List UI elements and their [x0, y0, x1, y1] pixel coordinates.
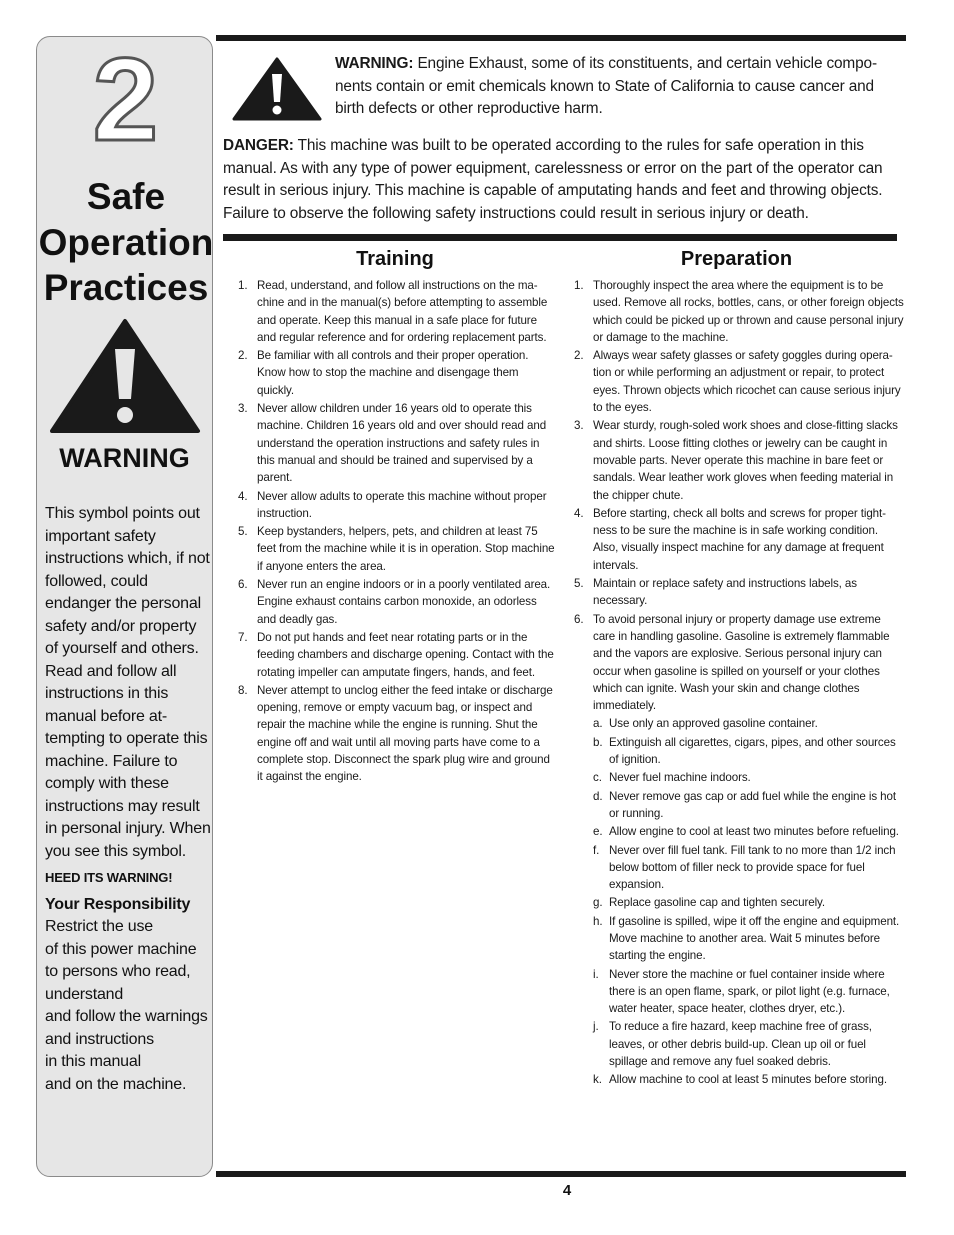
preparation-item-number: 3.	[574, 419, 584, 433]
gasoline-subitem-number: k.	[593, 1073, 602, 1087]
warning-heading: WARNING	[59, 443, 190, 473]
gasoline-subitem	[568, 842, 905, 894]
training-item-text: Never allow children under 16 years old to operate this machine. Children 16 years old and over should read and understand the operation instructions and safety rules in this manual and should be trained and supervised by a parent.	[257, 402, 547, 485]
preparation-heading: Preparation	[680, 248, 793, 270]
training-item-number: 5.	[238, 525, 248, 539]
preparation-item-text: Always wear safety glasses or safety goggles during operation or while performing an adjustment or repair, to protect eyes. Thrown objects which ricochet can cause serious injury to the eyes.	[593, 349, 901, 415]
chapter-title	[33, 174, 219, 311]
gasoline-subitem-text: Extinguish all cigarettes, cigars, pipes, and other sources of ignition.	[609, 735, 896, 767]
gasoline-subitem-number: j.	[593, 1020, 599, 1034]
preparation-item	[568, 417, 905, 503]
preparation-item	[568, 347, 905, 416]
gasoline-subitem-text: Replace gasoline cap and tighten securely.	[609, 896, 826, 910]
training-heading: Training	[356, 248, 434, 270]
training-item-text: Be familiar with all controls and their proper operation. Know how to stop the machine and disengage them quickly.	[257, 349, 529, 397]
heed-warning-text: HEED ITS WARNING!	[45, 870, 173, 885]
gasoline-subitem-number: g.	[593, 896, 603, 910]
preparation-item-number: 5.	[574, 577, 584, 591]
training-item-text: Do not put hands and feet near rotating parts or in the feeding chambers and discharge opening. Contact with the rotating impeller can amputate fingers, hands, and feet.	[257, 630, 554, 679]
training-item-number: 3.	[238, 402, 248, 416]
preparation-item-text: Thoroughly inspect the area where the equipment is to be used. Remove all rocks, bottles, cans, or other foreign objects which could be picked up or thrown and cause personal injury or damage to the machine.	[593, 279, 904, 344]
warning-triangle-icon	[231, 56, 323, 122]
gasoline-subitem-text: Use only an approved gasoline container.	[609, 717, 818, 731]
danger-label: DANGER:	[223, 137, 294, 154]
preparation-section	[568, 248, 905, 1090]
training-item-text: Keep bystanders, helpers, pets, and children at least 75 feet from the machine while it is in operation. Stop machine if anyone enters the area.	[257, 525, 555, 573]
training-item	[232, 629, 558, 681]
training-item-text: Never allow adults to operate this machine without proper instruction.	[257, 489, 547, 520]
chapter-number: 2	[92, 34, 157, 166]
gasoline-subitem-number: b.	[593, 735, 603, 749]
preparation-item	[568, 611, 905, 715]
gasoline-subitem	[568, 1018, 905, 1070]
training-item-number: 1.	[238, 279, 248, 292]
top-rule	[216, 35, 906, 41]
gasoline-subitem-number: e.	[593, 825, 603, 839]
gasoline-subitem-text: Allow engine to cool at least two minutes before refueling.	[609, 825, 899, 839]
chapter-title-line: Practices	[43, 267, 209, 308]
preparation-item-text: Before starting, check all bolts and screws for proper tightness to be sure the machine is in safe working condition. Also, visually inspect machine for any damage at frequent intervals.	[593, 506, 887, 572]
gasoline-subitem	[568, 788, 905, 823]
gasoline-subitem	[568, 913, 905, 965]
training-item	[232, 682, 558, 786]
page-number: 4	[562, 1182, 572, 1199]
training-item-text: Read, understand, and follow all instructions on the machine and in the manual(s) before attempting to assemble and operate. Keep this manual in a safe place for future and regular reference and for ordering replacement parts.	[257, 279, 548, 344]
gasoline-subitem-number: d.	[593, 789, 603, 803]
california-warning-notice	[335, 53, 895, 121]
preparation-item	[568, 505, 905, 574]
gasoline-subitem-number: c.	[593, 771, 602, 785]
symbol-explanation-text: This symbol points out important safety instructions which, if not followed, could endanger the personal safety and/or property of yourself and others. Read and follow all instructions in this manual before attempting to operate this machine. Failure to comply with these instructions may result in personal injury. When you see this symbol.	[45, 505, 211, 860]
gasoline-subitem-number: f.	[593, 843, 600, 857]
chapter-title-line: Operation	[38, 221, 214, 263]
training-section	[232, 248, 558, 787]
preparation-item-number: 4.	[574, 506, 584, 520]
gasoline-subitem	[568, 966, 905, 1018]
preparation-item-number: 2.	[574, 349, 584, 363]
training-item	[232, 488, 558, 523]
gasoline-subitem	[568, 1071, 905, 1088]
preparation-item-text: To avoid personal injury or property damage use extreme care in handling gasoline. Gasoline is extremely flammable and the vapors are explosive. Serious personal injury can occur when gasoline is spilled on yourself or your clothes which can ignite. Wash your skin and change clothes immediately.	[593, 612, 890, 713]
gasoline-subitem-number: a.	[593, 717, 603, 731]
preparation-list	[568, 277, 905, 714]
gasoline-subitem-number: h.	[593, 914, 603, 928]
preparation-item-text: Maintain or replace safety and instructions labels, as necessary.	[593, 577, 857, 608]
responsibility-heading: Your Responsibility	[45, 895, 191, 913]
preparation-item	[568, 277, 905, 346]
preparation-item-text: Wear sturdy, rough-soled work shoes and close-fitting slacks and shirts. Loose fitting clothes or jewelry can be caught in movable parts. Never operate this machine in bare feet or sandals. Wear leather work gloves when feeding material in the chipper chute.	[593, 419, 898, 502]
warning-label: WARNING:	[335, 55, 414, 72]
training-item-number: 2.	[238, 349, 248, 363]
section-rule	[223, 234, 897, 241]
gasoline-subitem-text: Never fuel machine indoors.	[609, 771, 751, 785]
gasoline-subitem	[568, 823, 905, 840]
training-item-number: 6.	[238, 578, 248, 592]
training-list	[232, 277, 558, 786]
sidebar-panel	[36, 36, 213, 1177]
gasoline-subitem	[568, 715, 905, 732]
preparation-item-number: 6.	[574, 612, 584, 626]
gasoline-subitem-text: To reduce a fire hazard, keep machine free of grass, leaves, or other debris build-up. Clean up oil or fuel spillage and remove any fuel soaked debris.	[609, 1020, 872, 1069]
training-item	[232, 347, 558, 399]
gasoline-subitem-text: Never remove gas cap or add fuel while the engine is hot or running.	[609, 789, 896, 820]
gasoline-subitem-text: Never store the machine or fuel container inside where there is an open flame, spark, or pilot light (e.g. furnace, water heater, space heater, clothes dryer, etc.).	[609, 967, 890, 1016]
warning-text: Engine Exhaust, some of its constituents, and certain vehicle components contain or emit chemicals known to State of California to cause cancer and birth defects or other reproductive harm.	[335, 55, 878, 117]
gasoline-subitem-text: Allow machine to cool at least 5 minutes before storing.	[609, 1073, 887, 1087]
preparation-item-number: 1.	[574, 279, 584, 292]
gasoline-subitem	[568, 734, 905, 769]
warning-triangle-icon	[49, 317, 201, 435]
gasoline-subitem-text: Never over fill fuel tank. Fill tank to no more than 1/2 inch below bottom of filler neck to provide space for fuel expansion.	[609, 843, 896, 892]
gasoline-subitem-number: i.	[593, 967, 599, 981]
training-item	[232, 523, 558, 575]
training-item-number: 8.	[238, 683, 248, 697]
gasoline-sublist	[568, 715, 905, 1088]
training-item-text: Never attempt to unclog either the feed intake or discharge opening, remove or empty vacuum bag, or inspect and repair the machine while the engine is running. Shut the engine off and wait until all moving parts have come to a complete stop. Disconnect the spark plug wire and ground it against the engine.	[257, 683, 553, 784]
danger-text: This machine was built to be operated according to the rules for safe operation in this manual. As with any type of power equipment, carelessness or error on the part of the operator can result in serious injury. This machine is capable of amputating hands and feet and throwing objects. Failure to observe the following safety instructions could result in serious injury or death.	[223, 137, 883, 222]
warning-explanation	[45, 503, 211, 1096]
preparation-item	[568, 575, 905, 610]
training-item-text: Never run an engine indoors or in a poorly ventilated area. Engine exhaust contains carbon monoxide, an odorless and deadly gas.	[257, 578, 551, 626]
gasoline-subitem	[568, 894, 905, 911]
training-item	[232, 576, 558, 628]
bottom-rule	[216, 1171, 906, 1177]
training-item	[232, 400, 558, 486]
gasoline-subitem-text: If gasoline is spilled, wipe it off the engine and equipment. Move machine to another area. Wait 5 minutes before starting the engine.	[609, 914, 900, 963]
training-item-number: 7.	[238, 630, 248, 644]
gasoline-subitem	[568, 769, 905, 786]
chapter-title-line: Safe	[86, 176, 166, 217]
training-item	[232, 277, 558, 346]
training-item-number: 4.	[238, 489, 248, 503]
responsibility-text: Restrict the use of this power machine to persons who read, understand and follow the warnings and instructions in this manual and on the machine.	[45, 918, 208, 1093]
danger-notice	[223, 135, 898, 225]
